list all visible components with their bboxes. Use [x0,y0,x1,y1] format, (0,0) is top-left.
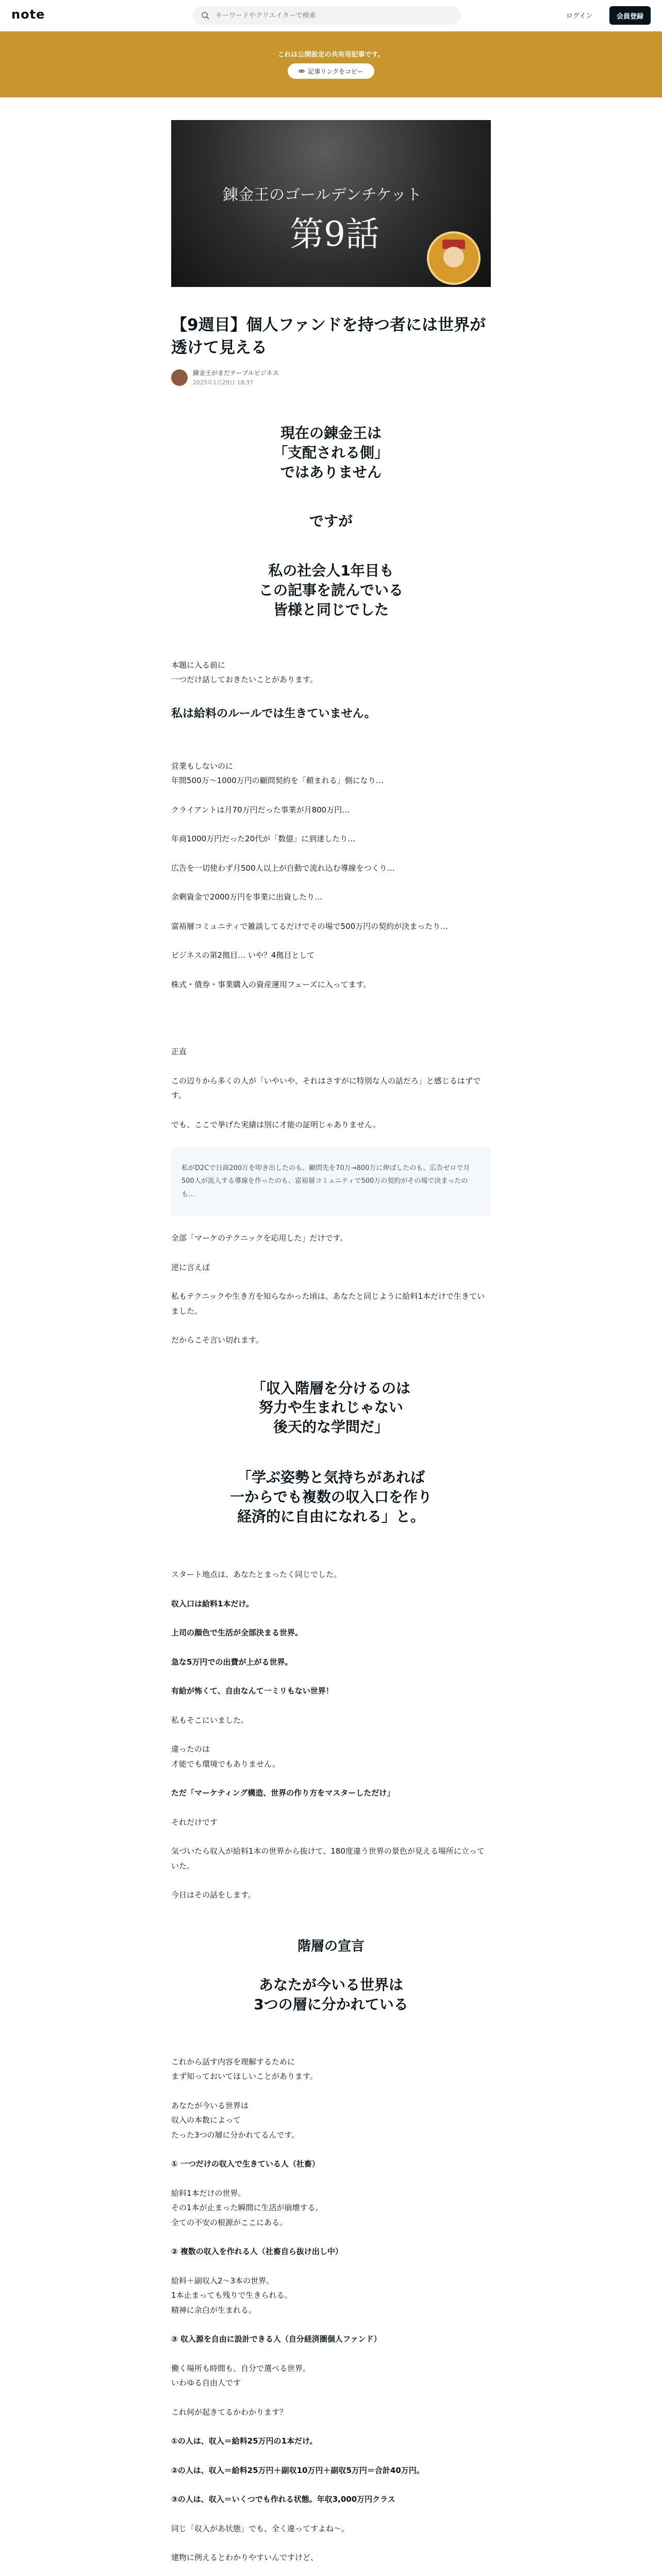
realize-paragraph: 気づいたら収入が給料1本の世界から抜けて、180度違う世界の景色が見える場所に立っていた。 [171,1846,485,1871]
article-body [171,423,491,2576]
search-box[interactable] [193,6,461,25]
article-container [171,120,491,2576]
diff-bold: ただ「マーケティング構造、世界の作り方をマスターしただけ」 [171,1788,395,1798]
pre-paragraph: これから話す内容を理解するために まず知っておいてほしいことがあります。 [171,2057,318,2081]
hero-image [171,120,491,287]
list-item: 株式・債券・事業購入の資産運用フェーズに入ってます。 [171,979,371,989]
top-navigation [0,0,662,31]
layer-1-body: 給料1本だけの世界。 その1本が止まった瞬間に生活が崩壊する。 全ての不安の根源がここにある。 [171,2188,323,2227]
copy-link-button[interactable] [288,63,374,79]
login-link[interactable]: ログイン [566,12,593,20]
key-heading-2: 「学ぶ姿勢と気持ちがあれば 一からでも複数の収入口を作り 経済的に自由になれる」と。 [230,1469,432,1525]
truth-paragraph-2: でも、ここで挙げた実績は別に才能の証明じゃありません。 [171,1120,380,1129]
list-item: 広告を一切使わず月500人以上が自動で流れ込む導線をつくり… [171,863,395,873]
quote-block: 私がD2Cで日商200万を叩き出したのも、顧問先を70万→800万に伸ばしたのも、広告ゼロで月500人が流入する導線を作ったのも、富裕層コミュニティで500万の契約がその場で決まったのも… [171,1147,491,1215]
me-paragraph: 私もそこにいました。 [171,1715,249,1725]
bold-line: 収入口は給料1本だけ。 [171,1599,254,1608]
pre-paragraph-2: あなたが今いる世界は 収入の本数によって たった3つの層に分かれてるんです。 [171,2100,300,2140]
layers-heading: あなたが今いる世界は 3つの層に分かれている [254,1976,408,2013]
bold-line: 上司の顔色で生活が全部決まる世界。 [171,1628,303,1638]
fullstop-paragraph: 全部「マーケのテクニックを応用した」だけです。 [171,1233,348,1243]
bold-line: 有給が怖くて、自由なんて一ミリもない世界！ [171,1686,334,1696]
statement-heading: 私は給料のルールでは生きていません。 [171,707,376,720]
search-input[interactable] [214,11,443,20]
layer-1-heading: ① 一つだけの収入で生きている人（社畜） [171,2159,320,2169]
article-title: 【9週目】個人ファンドを持つ者には世界が透けて見える [171,316,486,358]
copy-link-label: 記事リンクをコピー [308,67,363,75]
list-item: ビジネスの第2拠目… いや？4拠目として [171,951,315,960]
same-paragraph: 同じ「収入があ状態」でも、全く違ってすよね〜。 [171,2523,350,2533]
hero-main-title: 第9話 [290,214,379,254]
layer-3-heading: ③ 収入源を自由に設計できる人（自分経済圏個人ファンド） [171,2334,382,2344]
hook-heading-2: ですが [309,513,353,530]
author-block[interactable] [171,368,491,386]
hero-subtitle: 錬金王のゴールデンチケット [223,186,422,204]
layer-2-heading: ② 複数の収入を作れる人（社畜自ら抜け出し中） [171,2247,343,2257]
link-icon [299,68,305,74]
start-paragraph: スタート地点は、あなたとまったく同じでした。 [171,1570,342,1580]
example-1: ①の人は、収入＝給料25万円の1本だけ。 [171,2436,318,2446]
list-item: 年商1000万円だった20代が「数億」に到達したり… [171,834,356,844]
layer-2-body: 給料＋副収入2〜3本の世界。 1本止まっても残りで生きられる。 精神に余白が生まれる。 [171,2276,292,2315]
character-badge-icon [427,231,481,285]
diff-paragraph: 違ったのは 才能でも環境でもありません。 [171,1744,280,1769]
list-item: 余剰資金で2000万円を事業に出資したり… [171,892,323,902]
face-icon [443,247,464,267]
signup-button[interactable]: 会員登録 [609,6,651,25]
search-icon [201,11,209,20]
list-item: 富裕層コミュニティで雑談してるだけでその場で500万円の契約が決まったり… [171,921,449,931]
key-heading-1: 「収入階層を分けるのは 努力や生まれじゃない 後天的な学問だ」 [251,1379,410,1436]
truth-label: 正直 [171,1047,187,1057]
reverse-label: 逆に言えば [171,1262,210,1272]
hook-heading-1: 現在の錬金王は 「支配される側」 ではありません [273,425,389,481]
example-2: ②の人は、収入＝給料25万円＋副収10万円＋副収5万円＝合計40万円。 [171,2465,424,2475]
achievement-list [171,759,491,992]
list-item: クライアントは月70万円だった事業が月800万円… [171,805,350,815]
avatar[interactable] [171,369,188,386]
author-name[interactable]: 錬金王がまだテーブルビジネス [193,369,279,377]
hook-heading-3: 私の社会人1年目も この記事を読んでいる 皆様と同じでした [258,562,403,618]
simple-paragraph: 建物に例えるとわかりやすいんですけど、 [171,2553,319,2563]
reason-paragraph: だからこそ言い切れます。 [171,1335,263,1345]
layer-3-body: 働く場所も時間も、自分で選べる世界。 いわゆる自由人です [171,2363,311,2388]
publish-date: 2025年1月29日 18:37 [193,379,254,386]
share-message: これは公開設定の共有用記事です。 [277,51,385,59]
reverse-paragraph: 私もテクニックや生き方を知らなかった頃は、あなたと同じように給料1本だけで生きていました。 [171,1292,485,1316]
declaration-heading: 階層の宣言 [297,1938,365,1954]
that-paragraph: それだけです [171,1817,218,1827]
question-paragraph: これ何が起きてるかわかります？ [171,2407,288,2417]
today-paragraph: 今日はその話をします。 [171,1890,256,1900]
share-banner [0,31,662,97]
list-item: 営業もしないのに 年間500万〜1000万円の顧問契約を「頼まれる」側になり… [171,761,384,786]
bold-line: 急な5万円での出費が上がる世界。 [171,1657,293,1667]
intro-paragraph: 本題に入る前に 一つだけ話しておきたいことがあります。 [171,660,318,685]
example-3: ③の人は、収入＝いくつでも作れる状態。年収3,000万円クラス [171,2495,395,2504]
truth-paragraph: この辺りから多くの人が「いやいや、それはさすがに特別な人の話だろ」と感じるはずです。 [171,1076,481,1100]
note-logo[interactable]: note [11,7,45,22]
